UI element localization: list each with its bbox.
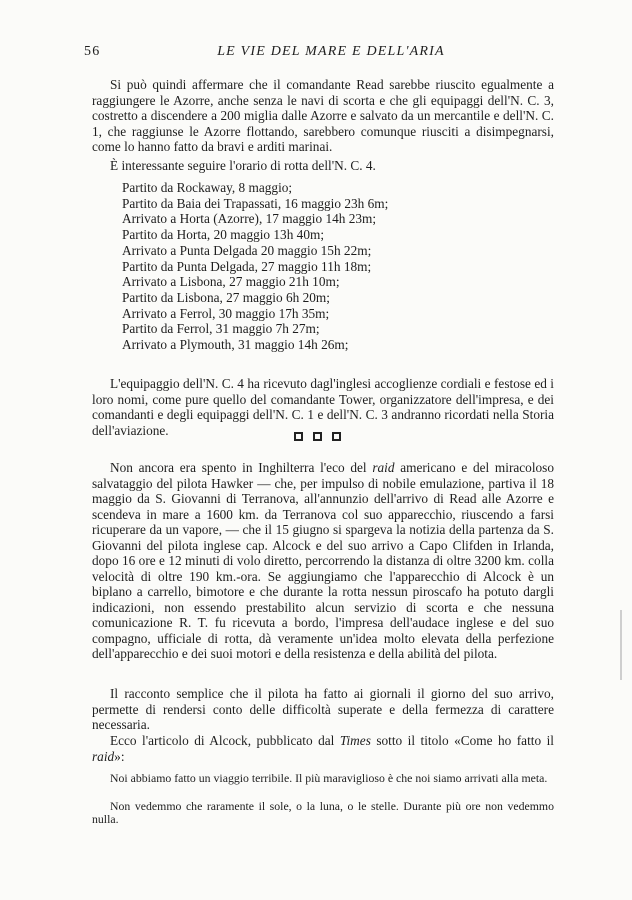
paragraph-5-part: Ecco l'articolo di Alcock, pubblicato dal — [110, 733, 340, 748]
itinerary-intro-text: È interessante seguire l'orario di rotta dell'N. C. 4. — [110, 158, 376, 173]
itinerary-line: Arrivato a Punta Delgada 20 maggio 15h 22m; — [122, 242, 372, 258]
paragraph-5-text — [92, 733, 554, 764]
itinerary-line: Arrivato a Ferrol, 30 maggio 17h 35m; — [122, 305, 330, 321]
quote-1-text: Noi abbiamo fatto un viaggio terribile. Il più maraviglioso è che noi siamo arrivati alla meta. — [110, 771, 548, 785]
paragraph-3-part: americano e del miracoloso salvataggio del pilota Hawker — che, per impulso di nobile emulazione, partiva il 18 maggio da S. Giovanni di Terranova, all'annunzio dell'arrivo di Read alle Azorre e scendeva in mare a 1600 km. da Terranova col suo apparecchio, riuscendo a farsi ricuperare da un vapore, — che il 15 giugno si spargeva la notizia della partenza da S. Giovanni del pilota inglese cap. Alcock e del suo arrivo a Capo Clifden in Irlanda, dopo 16 ore e 12 minuti di volo diretto, percorrendo la distanza di oltre 3200 km. colla velocità di oltre 190 km.-ora. Se aggiungiamo che l'apparecchio di Alcock è un biplano a carrello, bimotore e che durante la rotta nessun piroscafo ha potuto dargli indicazioni, non essendo prestabilito alcun servizio di scorta e che nessuna comunicazione R. T. fu ricevuta a bordo, l'impresa dell'audace inglese e del suo compagno, ufficiale di rotta, dà veramente un'idea molto elevata della perfezione dell'apparecchio e dei suoi motori e della resistenza e della abilità del pilota. — [92, 460, 554, 661]
times-italic: Times — [339, 733, 371, 748]
scan-margin-mark — [620, 610, 622, 680]
paragraph-2-text: L'equipaggio dell'N. C. 4 ha ricevuto dagl'inglesi accoglienze cordiali e festose ed i loro nomi, come pure quello del comandante Tower, organizzatore dell'impresa, e dei comandanti e degli equipaggi dell'N. C. 1 e dell'N. C. 3 andranno ricordati nella Storia dell'aviazione. — [92, 376, 554, 438]
section-ornament — [294, 432, 354, 444]
paragraph-5 — [92, 733, 554, 764]
itinerary-line: Partito da Horta, 20 maggio 13h 40m; — [122, 227, 325, 243]
paragraph-5-part: »: — [114, 748, 125, 764]
itinerary-line: Partito da Baia dei Trapassati, 16 maggio 23h 6m; — [122, 195, 389, 211]
itinerary-intro — [92, 158, 554, 174]
itinerary-line: Partito da Rockaway, 8 maggio; — [122, 180, 293, 195]
ornament-square-icon — [332, 432, 341, 441]
itinerary-line: Partito da Ferrol, 31 maggio 7h 27m; — [122, 321, 320, 337]
paragraph-5-part: sotto il titolo «Come ho fatto il — [370, 733, 554, 748]
raid-italic: raid — [372, 460, 395, 475]
paragraph-3-part: Non ancora era spento in Inghilterra l'eco del — [110, 460, 373, 475]
quote-1 — [92, 772, 554, 785]
paragraph-3-text — [92, 460, 554, 662]
quote-2 — [92, 800, 554, 826]
ornament-square-icon — [313, 432, 322, 441]
itinerary-line: Arrivato a Plymouth, 31 maggio 14h 26m; — [122, 337, 349, 353]
quote-2-text: Non vedemmo che raramente il sole, o la luna, o le stelle. Durante più ore non vedemmo nulla. — [92, 799, 554, 826]
itinerary-line: Partito da Punta Delgada, 27 maggio 11h 18m; — [122, 258, 372, 274]
page-header — [84, 44, 554, 64]
paragraph-1-text: Si può quindi affermare che il comandante Read sarebbe riuscito egualmente a raggiungere le Azorre, anche senza le navi di scorta e che gli equipaggi dell'N. C. 3, costretto a discendere a 200 miglia dalle Azorre e salvato da un mercantile e dell'N. C. 1, che raggiunse le Azorre flottando, sarebbero comunque riusciti a disimpegnarsi, come lo hanno fatto da bravi e arditi marinai. — [92, 77, 554, 154]
itinerary-line: Partito da Lisbona, 27 maggio 6h 20m; — [122, 289, 330, 305]
paragraph-4 — [92, 686, 554, 733]
paragraph-1 — [92, 77, 554, 155]
itinerary-line: Arrivato a Lisbona, 27 maggio 21h 10m; — [122, 274, 340, 290]
ornament-square-icon — [294, 432, 303, 441]
running-title: LE VIE DEL MARE E DELL'ARIA — [217, 44, 445, 59]
paragraph-4-text: Il racconto semplice che il pilota ha fatto ai giornali il giorno del suo arrivo, permette di rendersi conto delle difficoltà superate e della fermezza di carattere necessaria. — [92, 686, 554, 732]
paragraph-2 — [92, 376, 554, 438]
paragraph-3 — [92, 460, 554, 662]
page-number: 56 — [84, 44, 101, 59]
itinerary-line: Arrivato a Horta (Azorre), 17 maggio 14h 23m; — [122, 211, 377, 227]
raid-italic: raid — [92, 748, 115, 764]
itinerary-list — [122, 180, 542, 353]
